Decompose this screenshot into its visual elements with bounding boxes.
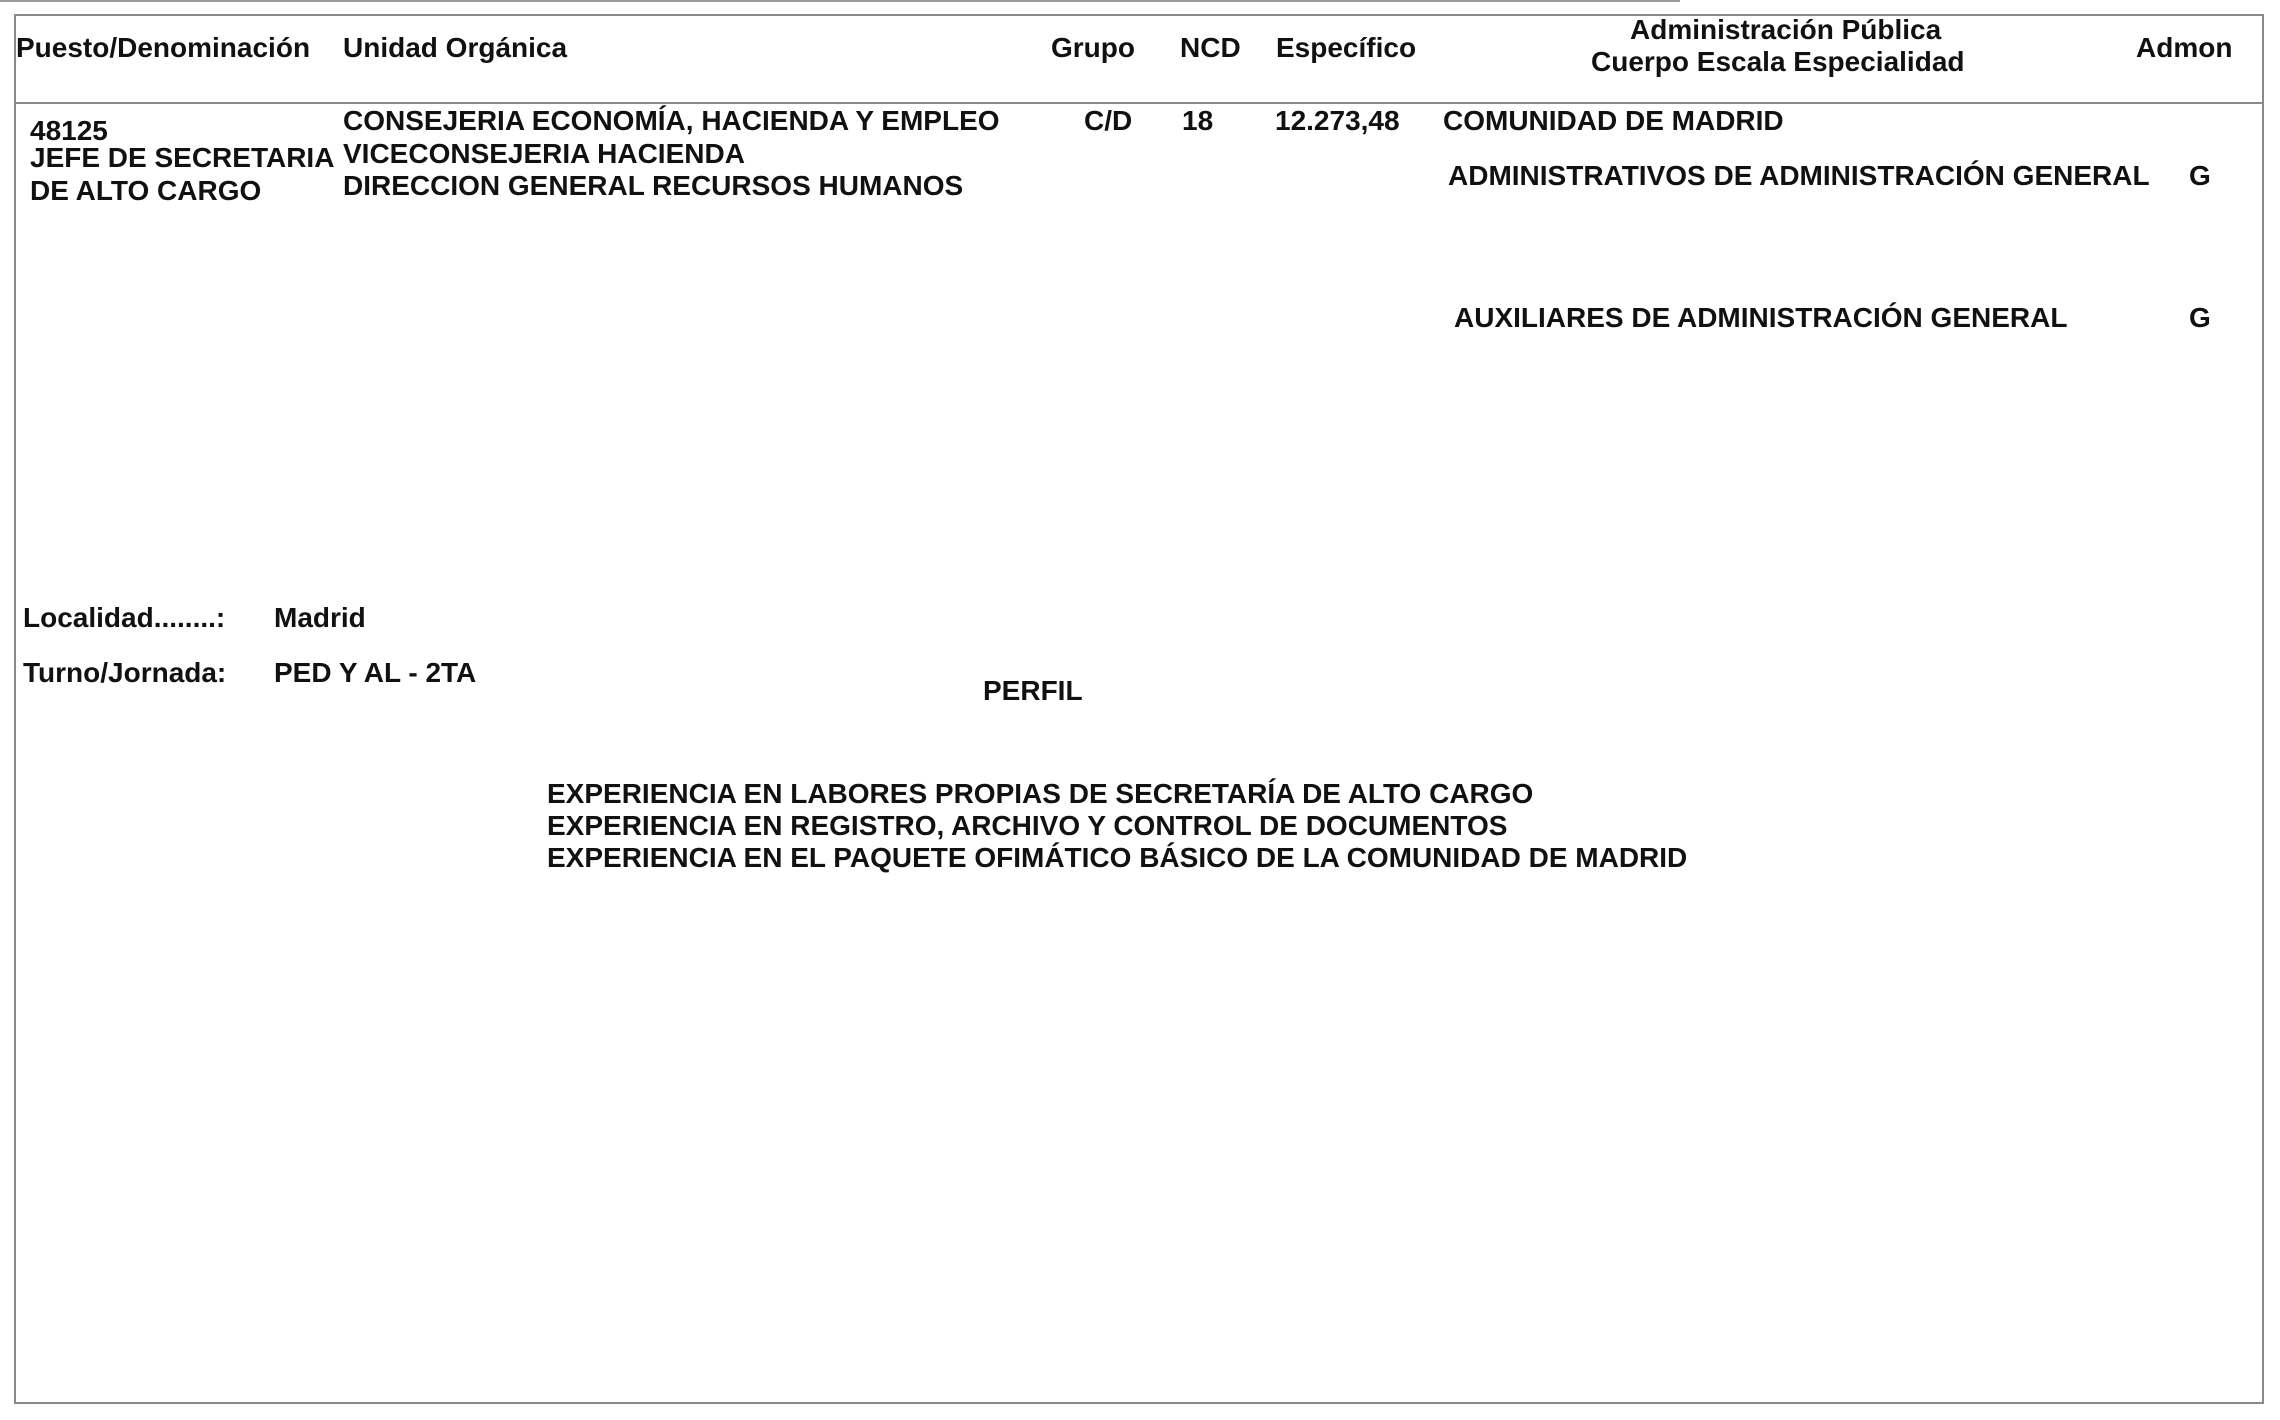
header-ncd: NCD	[1180, 32, 1241, 63]
position-code: 48125	[30, 115, 108, 146]
localidad-label: Localidad........:	[23, 602, 226, 633]
header-cuerpo-escala: Cuerpo Escala Especialidad	[1591, 46, 1965, 77]
cuerpo-name: ADMINISTRATIVOS DE ADMINISTRACIÓN GENERAL	[1448, 160, 2150, 191]
perfil-item: EXPERIENCIA EN REGISTRO, ARCHIVO Y CONTROL DE DOCUMENTOS	[547, 810, 1508, 841]
administracion-value: COMUNIDAD DE MADRID	[1443, 105, 1784, 136]
cuerpo-admon: G	[2189, 302, 2211, 333]
unit-line: CONSEJERIA ECONOMÍA, HACIENDA Y EMPLEO	[343, 105, 1000, 136]
localidad-value: Madrid	[274, 602, 366, 633]
position-title-line2: DE ALTO CARGO	[30, 175, 262, 206]
header-divider	[14, 102, 2264, 104]
ncd-value: 18	[1182, 105, 1214, 136]
header-unidad: Unidad Orgánica	[343, 32, 568, 63]
perfil-item: EXPERIENCIA EN EL PAQUETE OFIMÁTICO BÁSICO DE LA COMUNIDAD DE MADRID	[547, 842, 1688, 873]
cuerpo-name: AUXILIARES DE ADMINISTRACIÓN GENERAL	[1454, 302, 2068, 333]
perfil-title: PERFIL	[983, 675, 1083, 706]
grupo-value: C/D	[1084, 105, 1133, 136]
header-especifico: Específico	[1276, 32, 1417, 63]
header-admin-publica: Administración Pública	[1630, 14, 1942, 45]
especifico-value: 12.273,48	[1275, 105, 1400, 136]
cuerpo-admon: G	[2189, 160, 2211, 191]
unit-line: VICECONSEJERIA HACIENDA	[343, 138, 745, 169]
unit-line: DIRECCION GENERAL RECURSOS HUMANOS	[343, 170, 964, 201]
document-frame	[14, 14, 2264, 1404]
perfil-divider	[0, 0, 1680, 2]
header-grupo: Grupo	[1051, 32, 1135, 63]
header-puesto: Puesto/Denominación	[16, 32, 311, 63]
turno-value: PED Y AL - 2TA	[274, 657, 477, 688]
turno-label: Turno/Jornada:	[23, 657, 227, 688]
header-admon: Admon	[2136, 32, 2233, 63]
position-title-line1: JEFE DE SECRETARIA	[30, 142, 335, 173]
perfil-item: EXPERIENCIA EN LABORES PROPIAS DE SECRETARÍA DE ALTO CARGO	[547, 778, 1534, 809]
